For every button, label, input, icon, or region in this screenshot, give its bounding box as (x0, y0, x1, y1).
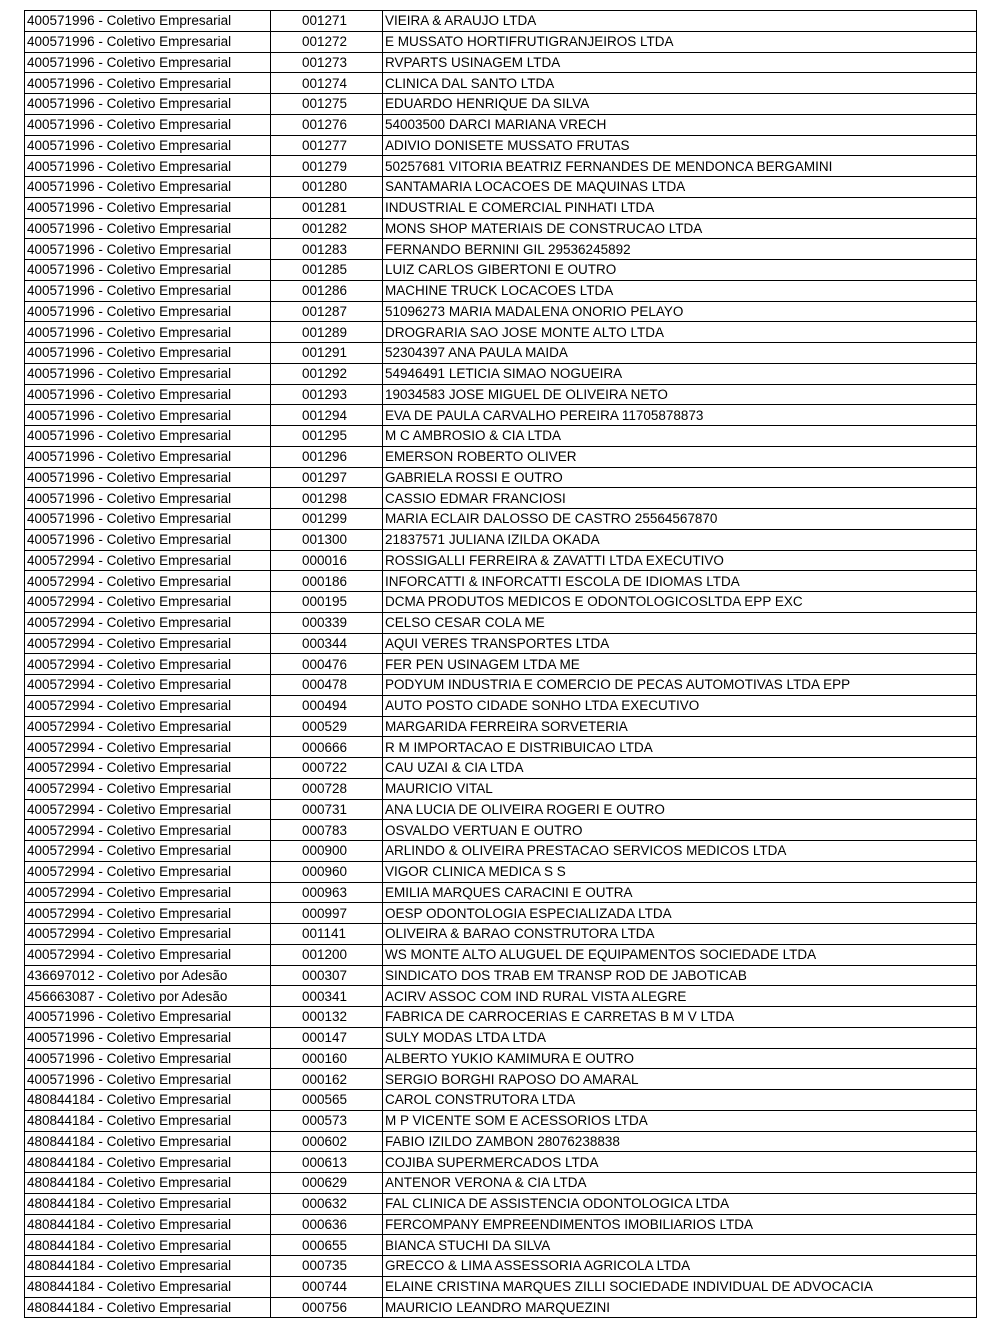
company-code-cell: 001300 (271, 529, 383, 550)
company-code-cell: 001282 (271, 218, 383, 239)
table-row (25, 31, 977, 52)
company-code-cell: 001299 (271, 509, 383, 530)
company-code-cell: 000655 (271, 1235, 383, 1256)
company-code-cell: 000963 (271, 882, 383, 903)
company-code-cell: 001279 (271, 156, 383, 177)
table-row (25, 509, 977, 530)
contract-cell: 400571996 - Coletivo Empresarial (25, 529, 271, 550)
contract-cell: 400571996 - Coletivo Empresarial (25, 135, 271, 156)
contract-cell: 400572994 - Coletivo Empresarial (25, 695, 271, 716)
company-code-cell: 000744 (271, 1276, 383, 1297)
table-row (25, 343, 977, 364)
company-code-cell: 001297 (271, 467, 383, 488)
contract-cell: 400572994 - Coletivo Empresarial (25, 737, 271, 758)
company-name-cell: M C AMBROSIO & CIA LTDA (383, 426, 977, 447)
contract-cell: 400572994 - Coletivo Empresarial (25, 924, 271, 945)
company-name-cell: AQUI VERES TRANSPORTES LTDA (383, 633, 977, 654)
table-row (25, 778, 977, 799)
table-row (25, 218, 977, 239)
table-row (25, 11, 977, 32)
contract-cell: 400571996 - Coletivo Empresarial (25, 426, 271, 447)
table-row (25, 1069, 977, 1090)
table-row (25, 1193, 977, 1214)
company-code-cell: 000565 (271, 1090, 383, 1111)
company-name-cell: R M IMPORTACAO E DISTRIBUICAO LTDA (383, 737, 977, 758)
contract-cell: 400572994 - Coletivo Empresarial (25, 571, 271, 592)
company-name-cell: 51096273 MARIA MADALENA ONORIO PELAYO (383, 301, 977, 322)
contract-cell: 400572994 - Coletivo Empresarial (25, 799, 271, 820)
company-name-cell: WS MONTE ALTO ALUGUEL DE EQUIPAMENTOS SOCIEDADE LTDA (383, 944, 977, 965)
company-code-cell: 000529 (271, 716, 383, 737)
company-name-cell: SINDICATO DOS TRAB EM TRANSP ROD DE JABOTICAB (383, 965, 977, 986)
company-code-cell: 001283 (271, 239, 383, 260)
table-row (25, 73, 977, 94)
table-body (25, 11, 977, 1318)
contract-cell: 400571996 - Coletivo Empresarial (25, 1069, 271, 1090)
contract-cell: 400571996 - Coletivo Empresarial (25, 260, 271, 281)
company-code-cell: 001286 (271, 280, 383, 301)
company-name-cell: EVA DE PAULA CARVALHO PEREIRA 11705878873 (383, 405, 977, 426)
company-code-cell: 000666 (271, 737, 383, 758)
company-name-cell: SANTAMARIA LOCACOES DE MAQUINAS LTDA (383, 177, 977, 198)
company-code-cell: 001294 (271, 405, 383, 426)
contract-cell: 400572994 - Coletivo Empresarial (25, 861, 271, 882)
company-name-cell: CASSIO EDMAR FRANCIOSI (383, 488, 977, 509)
table-row (25, 861, 977, 882)
company-name-cell: SERGIO BORGHI RAPOSO DO AMARAL (383, 1069, 977, 1090)
company-name-cell: FERCOMPANY EMPREENDIMENTOS IMOBILIARIOS LTDA (383, 1214, 977, 1235)
company-code-cell: 000602 (271, 1131, 383, 1152)
contract-cell: 480844184 - Coletivo Empresarial (25, 1276, 271, 1297)
table-row (25, 986, 977, 1007)
table-row (25, 592, 977, 613)
company-name-cell: ANA LUCIA DE OLIVEIRA ROGERI E OUTRO (383, 799, 977, 820)
company-code-cell: 001285 (271, 260, 383, 281)
contract-cell: 480844184 - Coletivo Empresarial (25, 1297, 271, 1318)
company-code-cell: 000636 (271, 1214, 383, 1235)
company-name-cell: EMILIA MARQUES CARACINI E OUTRA (383, 882, 977, 903)
table-row (25, 1297, 977, 1318)
table-row (25, 426, 977, 447)
company-code-cell: 000160 (271, 1048, 383, 1069)
table-row (25, 654, 977, 675)
company-code-cell: 000783 (271, 820, 383, 841)
company-code-cell: 001293 (271, 384, 383, 405)
company-name-cell: M P VICENTE SOM E ACESSORIOS LTDA (383, 1110, 977, 1131)
table-row (25, 903, 977, 924)
contract-cell: 400572994 - Coletivo Empresarial (25, 633, 271, 654)
contract-cell: 400571996 - Coletivo Empresarial (25, 156, 271, 177)
company-name-cell: BIANCA STUCHI DA SILVA (383, 1235, 977, 1256)
company-name-cell: ALBERTO YUKIO KAMIMURA E OUTRO (383, 1048, 977, 1069)
table-row (25, 529, 977, 550)
company-name-cell: 50257681 VITORIA BEATRIZ FERNANDES DE MENDONCA BERGAMINI (383, 156, 977, 177)
contract-cell: 400571996 - Coletivo Empresarial (25, 197, 271, 218)
company-code-cell: 000997 (271, 903, 383, 924)
company-name-cell: ARLINDO & OLIVEIRA PRESTACAO SERVICOS MEDICOS LTDA (383, 841, 977, 862)
contract-cell: 400571996 - Coletivo Empresarial (25, 177, 271, 198)
table-row (25, 1152, 977, 1173)
company-name-cell: CAROL CONSTRUTORA LTDA (383, 1090, 977, 1111)
company-name-cell: EDUARDO HENRIQUE DA SILVA (383, 94, 977, 115)
table-row (25, 405, 977, 426)
table-row (25, 135, 977, 156)
table-row (25, 301, 977, 322)
company-name-cell: 21837571 JULIANA IZILDA OKADA (383, 529, 977, 550)
contract-cell: 400571996 - Coletivo Empresarial (25, 73, 271, 94)
contract-table (24, 10, 977, 1318)
contract-cell: 480844184 - Coletivo Empresarial (25, 1110, 271, 1131)
table-row (25, 716, 977, 737)
table-row (25, 571, 977, 592)
company-name-cell: E MUSSATO HORTIFRUTIGRANJEIROS LTDA (383, 31, 977, 52)
contract-cell: 400571996 - Coletivo Empresarial (25, 301, 271, 322)
company-name-cell: MONS SHOP MATERIAIS DE CONSTRUCAO LTDA (383, 218, 977, 239)
contract-cell: 400571996 - Coletivo Empresarial (25, 1007, 271, 1028)
contract-cell: 400572994 - Coletivo Empresarial (25, 550, 271, 571)
company-code-cell: 000186 (271, 571, 383, 592)
company-name-cell: 19034583 JOSE MIGUEL DE OLIVEIRA NETO (383, 384, 977, 405)
contract-cell: 400571996 - Coletivo Empresarial (25, 94, 271, 115)
company-code-cell: 001272 (271, 31, 383, 52)
table-row (25, 1027, 977, 1048)
company-name-cell: MARGARIDA FERREIRA SORVETERIA (383, 716, 977, 737)
table-row (25, 488, 977, 509)
table-row (25, 841, 977, 862)
table-row (25, 156, 977, 177)
company-code-cell: 000341 (271, 986, 383, 1007)
company-code-cell: 001274 (271, 73, 383, 94)
table-row (25, 1090, 977, 1111)
company-code-cell: 001273 (271, 52, 383, 73)
table-row (25, 363, 977, 384)
company-name-cell: FERNANDO BERNINI GIL 29536245892 (383, 239, 977, 260)
company-name-cell: MAURICIO LEANDRO MARQUEZINI (383, 1297, 977, 1318)
company-code-cell: 001271 (271, 11, 383, 32)
company-name-cell: INDUSTRIAL E COMERCIAL PINHATI LTDA (383, 197, 977, 218)
company-code-cell: 001295 (271, 426, 383, 447)
contract-cell: 400571996 - Coletivo Empresarial (25, 1027, 271, 1048)
table-row (25, 799, 977, 820)
contract-cell: 400572994 - Coletivo Empresarial (25, 841, 271, 862)
company-name-cell: MACHINE TRUCK LOCACOES LTDA (383, 280, 977, 301)
company-name-cell: FER PEN USINAGEM LTDA ME (383, 654, 977, 675)
contract-cell: 400572994 - Coletivo Empresarial (25, 758, 271, 779)
company-code-cell: 000900 (271, 841, 383, 862)
company-code-cell: 000632 (271, 1193, 383, 1214)
contract-cell: 400572994 - Coletivo Empresarial (25, 654, 271, 675)
company-code-cell: 000756 (271, 1297, 383, 1318)
table-row (25, 1173, 977, 1194)
table-row (25, 1048, 977, 1069)
contract-cell: 480844184 - Coletivo Empresarial (25, 1214, 271, 1235)
table-row (25, 239, 977, 260)
company-name-cell: RVPARTS USINAGEM LTDA (383, 52, 977, 73)
company-code-cell: 001289 (271, 322, 383, 343)
company-name-cell: FABIO IZILDO ZAMBON 28076238838 (383, 1131, 977, 1152)
company-code-cell: 001291 (271, 343, 383, 364)
contract-cell: 400571996 - Coletivo Empresarial (25, 384, 271, 405)
company-name-cell: CELSO CESAR COLA ME (383, 612, 977, 633)
company-name-cell: VIEIRA & ARAUJO LTDA (383, 11, 977, 32)
table-row (25, 758, 977, 779)
contract-cell: 400571996 - Coletivo Empresarial (25, 280, 271, 301)
company-name-cell: EMERSON ROBERTO OLIVER (383, 446, 977, 467)
company-name-cell: ROSSIGALLI FERREIRA & ZAVATTI LTDA EXECUTIVO (383, 550, 977, 571)
contract-cell: 436697012 - Coletivo por Adesão (25, 965, 271, 986)
company-name-cell: ANTENOR VERONA & CIA LTDA (383, 1173, 977, 1194)
table-row (25, 1131, 977, 1152)
company-name-cell: OESP ODONTOLOGIA ESPECIALIZADA LTDA (383, 903, 977, 924)
company-code-cell: 000016 (271, 550, 383, 571)
company-name-cell: CLINICA DAL SANTO LTDA (383, 73, 977, 94)
contract-cell: 400571996 - Coletivo Empresarial (25, 322, 271, 343)
table-row (25, 260, 977, 281)
company-name-cell: SULY MODAS LTDA LTDA (383, 1027, 977, 1048)
company-name-cell: PODYUM INDUSTRIA E COMERCIO DE PECAS AUTOMOTIVAS LTDA EPP (383, 675, 977, 696)
company-name-cell: COJIBA SUPERMERCADOS LTDA (383, 1152, 977, 1173)
contract-cell: 480844184 - Coletivo Empresarial (25, 1173, 271, 1194)
table-row (25, 944, 977, 965)
company-code-cell: 000731 (271, 799, 383, 820)
company-code-cell: 001281 (271, 197, 383, 218)
company-code-cell: 001200 (271, 944, 383, 965)
contract-cell: 400571996 - Coletivo Empresarial (25, 239, 271, 260)
contract-cell: 400571996 - Coletivo Empresarial (25, 52, 271, 73)
company-code-cell: 001276 (271, 114, 383, 135)
contract-cell: 400572994 - Coletivo Empresarial (25, 592, 271, 613)
company-name-cell: GRECCO & LIMA ASSESSORIA AGRICOLA LTDA (383, 1256, 977, 1277)
contract-cell: 480844184 - Coletivo Empresarial (25, 1256, 271, 1277)
table-row (25, 1235, 977, 1256)
contract-cell: 400572994 - Coletivo Empresarial (25, 882, 271, 903)
table-row (25, 924, 977, 945)
table-row (25, 1214, 977, 1235)
contract-cell: 400571996 - Coletivo Empresarial (25, 114, 271, 135)
table-row (25, 94, 977, 115)
table-row (25, 197, 977, 218)
contract-cell: 400572994 - Coletivo Empresarial (25, 778, 271, 799)
table-row (25, 384, 977, 405)
table-row (25, 446, 977, 467)
contract-cell: 400572994 - Coletivo Empresarial (25, 612, 271, 633)
table-row (25, 1110, 977, 1131)
company-name-cell: CAU UZAI & CIA LTDA (383, 758, 977, 779)
table-row (25, 1256, 977, 1277)
company-code-cell: 001280 (271, 177, 383, 198)
table-row (25, 965, 977, 986)
table-row (25, 467, 977, 488)
contract-cell: 400571996 - Coletivo Empresarial (25, 405, 271, 426)
company-name-cell: INFORCATTI & INFORCATTI ESCOLA DE IDIOMAS LTDA (383, 571, 977, 592)
company-name-cell: 54946491 LETICIA SIMAO NOGUEIRA (383, 363, 977, 384)
company-name-cell: FABRICA DE CARROCERIAS E CARRETAS B M V LTDA (383, 1007, 977, 1028)
company-code-cell: 000195 (271, 592, 383, 613)
company-name-cell: VIGOR CLINICA MEDICA S S (383, 861, 977, 882)
company-code-cell: 001275 (271, 94, 383, 115)
company-name-cell: FAL CLINICA DE ASSISTENCIA ODONTOLOGICA LTDA (383, 1193, 977, 1214)
company-name-cell: OSVALDO VERTUAN E OUTRO (383, 820, 977, 841)
company-name-cell: MAURICIO VITAL (383, 778, 977, 799)
contract-cell: 456663087 - Coletivo por Adesão (25, 986, 271, 1007)
table-row (25, 114, 977, 135)
contract-cell: 400572994 - Coletivo Empresarial (25, 903, 271, 924)
contract-cell: 400572994 - Coletivo Empresarial (25, 716, 271, 737)
company-name-cell: 54003500 DARCI MARIANA VRECH (383, 114, 977, 135)
table-row (25, 322, 977, 343)
contract-cell: 400571996 - Coletivo Empresarial (25, 363, 271, 384)
company-code-cell: 000573 (271, 1110, 383, 1131)
contract-cell: 400571996 - Coletivo Empresarial (25, 446, 271, 467)
contract-cell: 400572994 - Coletivo Empresarial (25, 944, 271, 965)
company-code-cell: 000147 (271, 1027, 383, 1048)
company-code-cell: 001287 (271, 301, 383, 322)
table-row (25, 1007, 977, 1028)
table-row (25, 737, 977, 758)
company-code-cell: 000494 (271, 695, 383, 716)
contract-cell: 400571996 - Coletivo Empresarial (25, 11, 271, 32)
table-row (25, 177, 977, 198)
contract-cell: 400571996 - Coletivo Empresarial (25, 509, 271, 530)
company-code-cell: 000476 (271, 654, 383, 675)
table-row (25, 280, 977, 301)
company-code-cell: 000132 (271, 1007, 383, 1028)
company-code-cell: 001277 (271, 135, 383, 156)
table-row (25, 612, 977, 633)
company-code-cell: 001292 (271, 363, 383, 384)
company-name-cell: 52304397 ANA PAULA MAIDA (383, 343, 977, 364)
contract-cell: 400571996 - Coletivo Empresarial (25, 343, 271, 364)
company-code-cell: 000478 (271, 675, 383, 696)
company-name-cell: ADIVIO DONISETE MUSSATO FRUTAS (383, 135, 977, 156)
table-row (25, 820, 977, 841)
contract-cell: 480844184 - Coletivo Empresarial (25, 1193, 271, 1214)
company-code-cell: 000162 (271, 1069, 383, 1090)
table-row (25, 52, 977, 73)
table-row (25, 882, 977, 903)
company-code-cell: 000735 (271, 1256, 383, 1277)
company-code-cell: 000629 (271, 1173, 383, 1194)
contract-cell: 480844184 - Coletivo Empresarial (25, 1152, 271, 1173)
contract-cell: 400571996 - Coletivo Empresarial (25, 467, 271, 488)
company-code-cell: 000613 (271, 1152, 383, 1173)
company-code-cell: 001298 (271, 488, 383, 509)
company-name-cell: MARIA ECLAIR DALOSSO DE CASTRO 25564567870 (383, 509, 977, 530)
contract-cell: 400571996 - Coletivo Empresarial (25, 488, 271, 509)
company-code-cell: 000339 (271, 612, 383, 633)
company-name-cell: DCMA PRODUTOS MEDICOS E ODONTOLOGICOSLTDA EPP EXC (383, 592, 977, 613)
company-name-cell: AUTO POSTO CIDADE SONHO LTDA EXECUTIVO (383, 695, 977, 716)
company-code-cell: 000307 (271, 965, 383, 986)
company-code-cell: 001141 (271, 924, 383, 945)
company-code-cell: 001296 (271, 446, 383, 467)
table-row (25, 695, 977, 716)
company-name-cell: ACIRV ASSOC COM IND RURAL VISTA ALEGRE (383, 986, 977, 1007)
company-name-cell: LUIZ CARLOS GIBERTONI E OUTRO (383, 260, 977, 281)
contract-cell: 480844184 - Coletivo Empresarial (25, 1235, 271, 1256)
contract-cell: 480844184 - Coletivo Empresarial (25, 1090, 271, 1111)
table-row (25, 633, 977, 654)
company-name-cell: OLIVEIRA & BARAO CONSTRUTORA LTDA (383, 924, 977, 945)
company-code-cell: 000722 (271, 758, 383, 779)
contract-cell: 400571996 - Coletivo Empresarial (25, 218, 271, 239)
contract-cell: 480844184 - Coletivo Empresarial (25, 1131, 271, 1152)
company-name-cell: ELAINE CRISTINA MARQUES ZILLI SOCIEDADE INDIVIDUAL DE ADVOCACIA (383, 1276, 977, 1297)
company-name-cell: GABRIELA ROSSI E OUTRO (383, 467, 977, 488)
company-code-cell: 000728 (271, 778, 383, 799)
company-code-cell: 000960 (271, 861, 383, 882)
contract-cell: 400572994 - Coletivo Empresarial (25, 820, 271, 841)
company-name-cell: DROGRARIA SAO JOSE MONTE ALTO LTDA (383, 322, 977, 343)
table-row (25, 1276, 977, 1297)
contract-cell: 400571996 - Coletivo Empresarial (25, 31, 271, 52)
contract-cell: 400572994 - Coletivo Empresarial (25, 675, 271, 696)
table-row (25, 675, 977, 696)
contract-cell: 400571996 - Coletivo Empresarial (25, 1048, 271, 1069)
table-row (25, 550, 977, 571)
company-code-cell: 000344 (271, 633, 383, 654)
